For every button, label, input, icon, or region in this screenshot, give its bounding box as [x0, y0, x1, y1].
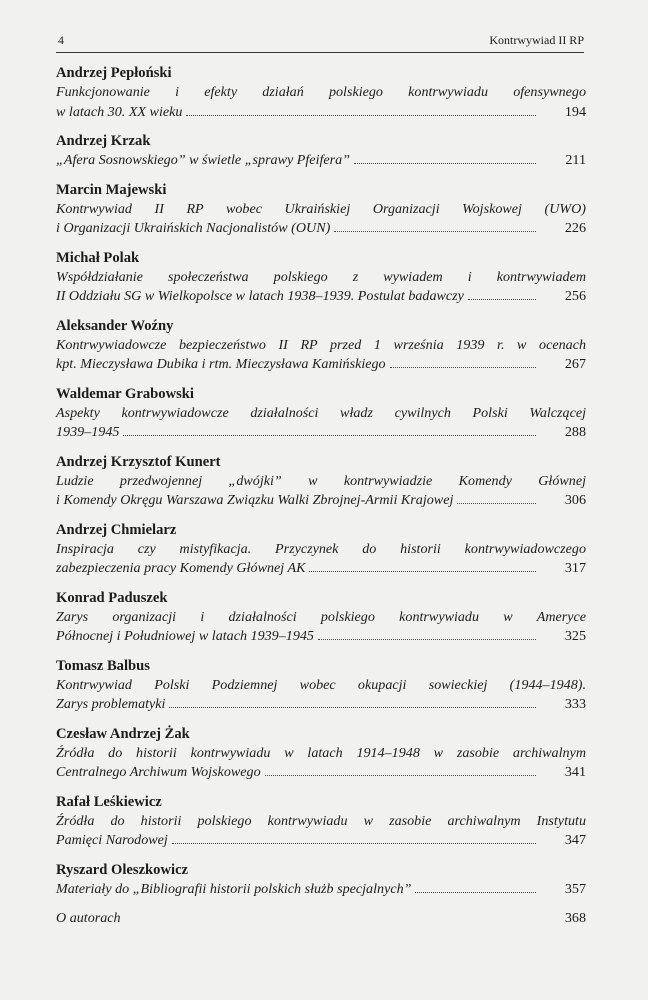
toc-title-text: Pamięci Narodowej — [56, 832, 168, 848]
toc-title-last-line — [56, 219, 586, 239]
toc-dot-leader — [334, 231, 536, 232]
toc-page-number: 288 — [564, 424, 586, 440]
toc-title-line: Ludzie przedwojennej „dwójki” w kontrwywiadzie Komendy Głównej — [56, 472, 586, 489]
toc-title-text: i Komendy Okręgu Warszawa Związku Walki Zbrojnej-Armii Krajowej — [56, 492, 454, 508]
toc-author: Andrzej Krzak — [56, 133, 151, 149]
toc-title-last-line — [56, 559, 586, 579]
toc-title-line: Kontrwywiadowcze bezpieczeństwo II RP przed 1 września 1939 r. w ocenach — [56, 336, 586, 353]
toc-dot-leader — [265, 775, 536, 776]
toc-title-last-line — [56, 831, 586, 851]
toc-entry — [56, 181, 586, 239]
toc-title-last-line — [56, 909, 586, 929]
toc-title-text: Materiały do „Bibliografii historii polskich służb specjalnych” — [56, 880, 412, 897]
toc-author: Tomasz Balbus — [56, 657, 150, 674]
toc-page-number: 347 — [564, 832, 586, 848]
header-rule — [56, 52, 584, 53]
toc-page-number: 325 — [564, 628, 586, 644]
toc-title-last-line — [56, 695, 586, 715]
toc-title-text: Centralnego Archiwum Wojskowego — [56, 764, 261, 780]
toc-title-line: Kontrwywiad II RP wobec Ukraińskiej Organizacji Wojskowej (UWO) — [56, 200, 586, 217]
toc-entry — [56, 589, 586, 647]
toc-dot-leader — [309, 571, 536, 572]
page-header — [56, 33, 584, 51]
toc-author: Michał Polak — [56, 249, 140, 266]
toc-dot-leader — [468, 299, 536, 300]
toc-author: Konrad Paduszek — [56, 589, 168, 606]
toc-title-last-line — [56, 151, 586, 171]
toc-entry — [56, 453, 586, 511]
toc-title-text: O autorach — [56, 910, 121, 926]
toc-dot-leader — [390, 367, 536, 368]
toc-title-text: Zarys problematyki — [56, 696, 166, 712]
toc-title-line: Kontrwywiad Polski Podziemnej wobec okupacji sowieckiej (1944–1948). — [56, 676, 586, 693]
toc-title-text: II Oddziału SG w Wielkopolsce w latach 1938–1939. Postulat badawczy — [56, 288, 464, 304]
toc-author: Andrzej Chmielarz — [56, 521, 177, 538]
toc-entry — [56, 249, 586, 307]
toc-title-text: w latach 30. XX wieku — [56, 103, 183, 120]
toc-page-number: 194 — [564, 103, 586, 120]
toc-title-line: Zarys organizacji i działalności polskiego kontrwywiadu w Ameryce — [56, 608, 586, 625]
toc-title-last-line — [56, 103, 586, 123]
toc-page-number: 267 — [564, 356, 586, 372]
toc-dot-leader — [415, 892, 536, 893]
toc-title-text: 1939–1945 — [56, 424, 120, 440]
toc-page-number: 341 — [564, 764, 586, 780]
toc-title-line: Funkcjonowanie i efekty działań polskiego kontrwywiadu ofensywnego — [56, 84, 586, 100]
toc-title-line: Inspiracja czy mistyfikacja. Przyczynek do historii kontrwywiadowczego — [56, 540, 586, 557]
toc-entry — [56, 725, 586, 783]
toc-entry — [56, 64, 586, 122]
toc-author: Aleksander Woźny — [56, 317, 174, 334]
toc-title-last-line — [56, 763, 586, 783]
toc-title-line: Źródła do historii polskiego kontrwywiadu w zasobie archiwalnym Instytutu — [56, 812, 586, 829]
toc-entry — [56, 793, 586, 851]
toc-title-text: i Organizacji Ukraińskich Nacjonalistów (OUN) — [56, 220, 331, 236]
table-of-contents — [56, 64, 586, 939]
toc-dot-leader — [169, 707, 536, 708]
toc-page-number: 317 — [564, 560, 586, 576]
toc-page-number: 368 — [564, 910, 586, 926]
toc-author: Andrzej Krzysztof Kunert — [56, 453, 221, 470]
toc-page-number: 333 — [564, 696, 586, 712]
toc-author: Andrzej Pepłoński — [56, 65, 172, 81]
page-number: 4 — [58, 33, 64, 47]
toc-dot-leader — [354, 163, 536, 164]
toc-author: Czesław Andrzej Żak — [56, 725, 190, 742]
toc-title-line: Współdziałanie społeczeństwa polskiego z wywiadem i kontrwywiadem — [56, 268, 586, 285]
toc-title-last-line — [56, 355, 586, 375]
toc-dot-leader — [457, 503, 536, 504]
toc-title-last-line — [56, 627, 586, 647]
toc-title-text: Północnej i Południowej w latach 1939–1945 — [56, 628, 314, 644]
toc-entry — [56, 657, 586, 715]
toc-title-last-line — [56, 287, 586, 307]
toc-dot-leader — [123, 435, 536, 436]
toc-title-text: zabezpieczenia pracy Komendy Głównej AK — [56, 560, 306, 576]
toc-author: Ryszard Oleszkowicz — [56, 861, 189, 878]
toc-page-number: 357 — [564, 880, 586, 897]
toc-title-last-line — [56, 491, 586, 511]
toc-entry — [56, 317, 586, 375]
toc-title-last-line — [56, 423, 586, 443]
toc-entry — [56, 909, 586, 929]
toc-page-number: 226 — [564, 220, 586, 236]
toc-entry — [56, 132, 586, 171]
running-title: Kontrwywiad II RP — [489, 33, 584, 47]
toc-page-number: 256 — [564, 288, 586, 304]
toc-dot-leader — [172, 843, 536, 844]
toc-title-last-line — [56, 880, 586, 900]
toc-entry — [56, 385, 586, 443]
toc-entry — [56, 861, 586, 900]
toc-author: Rafał Leśkiewicz — [56, 793, 162, 810]
toc-title-line: Źródła do historii kontrwywiadu w latach 1914–1948 w zasobie archiwalnym — [56, 744, 586, 761]
toc-dot-leader — [318, 639, 536, 640]
toc-entry — [56, 521, 586, 579]
toc-title-text: „Afera Sosnowskiego” w świetle „sprawy Pfeifera” — [56, 152, 351, 168]
toc-author: Marcin Majewski — [56, 181, 167, 198]
toc-title-line: Aspekty kontrwywiadowcze działalności władz cywilnych Polski Walczącej — [56, 404, 586, 421]
toc-page-number: 211 — [565, 152, 586, 168]
toc-title-text: kpt. Mieczysława Dubika i rtm. Mieczysława Kamińskiego — [56, 356, 386, 372]
toc-dot-leader — [186, 115, 536, 116]
toc-page-number: 306 — [564, 492, 586, 508]
toc-author: Waldemar Grabowski — [56, 385, 194, 402]
